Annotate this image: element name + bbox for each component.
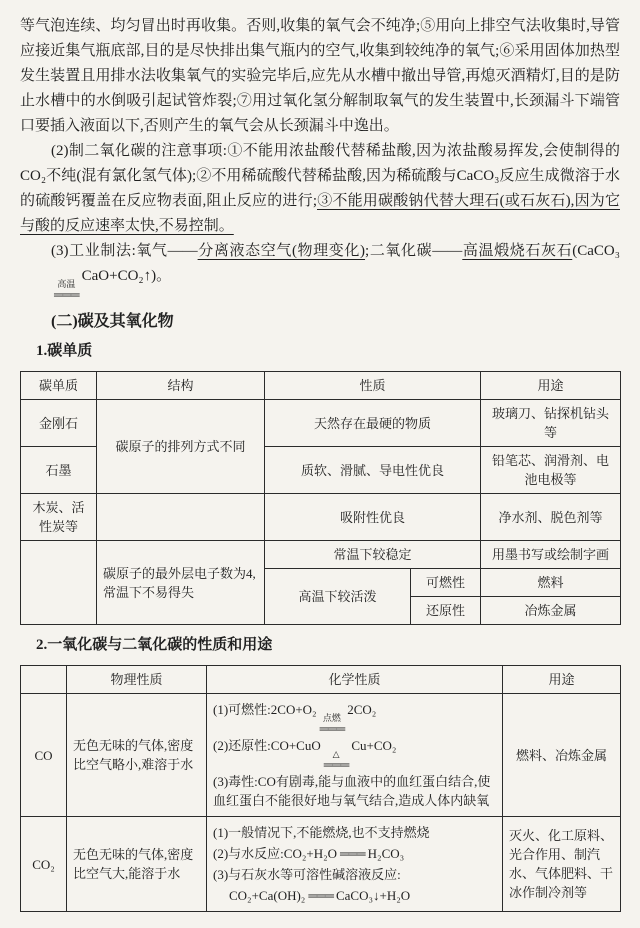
t1-diamond-name: 金刚石 — [21, 400, 97, 447]
t2-header-physical: 物理性质 — [67, 666, 207, 694]
paragraph-oxygen-collection-notes: 等气泡连续、均匀冒出时再收集。否则,收集的氧气会不纯净;⑤用向上排空气法收集时,导管应接近集气瓶底部,目的是尽快排出集气瓶内的空气,收集到较纯净的氧气;⑥采用固体加热型发生装置且用排水法收集氧气的实验完毕后,应先从水槽中撤出导管,再熄灭酒精灯,目的是防止水槽中的水倒吸引起试管炸裂;⑦用过氧化氢分解制取氧气的发生装置中,长颈漏斗下端管口要插入液面以下,否则产生的氧气会从长颈漏斗中逸出。 — [20, 18, 620, 134]
table-row-stable — [21, 541, 621, 569]
t1-flammable-prop: 可燃性 — [411, 569, 481, 597]
table-row-charcoal — [21, 494, 621, 541]
t1-electron-structure: 碳原子的最外层电子数为4,常温下不易得失 — [97, 541, 265, 625]
paragraph-industrial-methods: (3)工业制法:氧气——分离液态空气(物理变化);二氧化碳——高温煅烧石灰石(CaCO₃ 高温 ═══ CaO+CO₂↑)。 — [20, 239, 620, 300]
t2-co-chemical — [207, 694, 503, 817]
t1-header-structure: 结构 — [97, 372, 265, 400]
paragraph-co2-preparation-notes: (2)制二氧化碳的注意事项:①不能用浓盐酸代替稀盐酸,因为浓盐酸易挥发,会使制得的CO₂不纯(混有氯化氢气体);②不用稀硫酸代替稀盐酸,因为稀硫酸与CaCO₃反应生成微溶于水的硫酸钙覆盖在反应物表面,阻止反应的进行;③不能用碳酸钠代替大理石(或石灰石),因为它与酸的反应速率太快,不易控制。 — [20, 143, 620, 234]
t1-graphite-prop: 质软、滑腻、导电性优良 — [265, 447, 481, 494]
t1-graphite-name: 石墨 — [21, 447, 97, 494]
t1-reducing-use: 冶炼金属 — [481, 597, 621, 625]
chemical-property-line: (1)可燃性:2CO+O₂ 点燃 ═══ 2CO₂ — [213, 702, 377, 736]
t1-shared-structure: 碳原子的排列方式不同 — [97, 400, 265, 494]
t2-co2-use: 灭火、化工原料、光合作用、制汽水、气体肥料、干冰作制冷剂等 — [503, 817, 621, 912]
chemical-property-line: (1)一般情况下,不能燃烧,也不支持燃烧 — [213, 825, 430, 840]
equals-line: ═══ — [340, 846, 365, 861]
t1-header-property: 性质 — [265, 372, 481, 400]
t1-reducing-prop: 还原性 — [411, 597, 481, 625]
reaction-condition-over-equals: 高温 ═══ — [54, 279, 79, 302]
t2-co-label: CO — [21, 694, 67, 817]
t2-co-physical: 无色无味的气体,密度比空气略小,难溶于水 — [67, 694, 207, 817]
t2-co-use: 燃料、冶炼金属 — [503, 694, 621, 817]
t2-co2-label: CO₂ — [21, 817, 67, 912]
chemical-property-line: (3)毒性:CO有剧毒,能与血液中的血红蛋白结合,使血红蛋白不能很好地与氧气结合,造成人体内缺氧 — [213, 774, 491, 808]
co-co2-table — [20, 665, 621, 912]
section-heading-carbon-oxides: (二)碳及其氧化物 — [51, 313, 174, 330]
reaction-condition-over-equals: △ ═══ — [323, 749, 349, 772]
t1-charcoal-use: 净水剂、脱色剂等 — [481, 494, 621, 541]
chemical-property-line: (2)与水反应:CO₂+H₂O ═══ H₂CO₃ — [213, 846, 405, 861]
table-row-diamond — [21, 400, 621, 447]
equals-line: ═══ — [308, 888, 333, 903]
table-row-co — [21, 694, 621, 817]
t1-charcoal-name: 木炭、活性炭等 — [21, 494, 97, 541]
subheading-carbon-allotropes: 1.碳单质 — [36, 343, 93, 359]
t2-header-chemical: 化学性质 — [207, 666, 503, 694]
t1-flammable-use: 燃料 — [481, 569, 621, 597]
t1-stable-prop: 常温下较稳定 — [265, 541, 481, 569]
t1-charcoal-prop: 吸附性优良 — [265, 494, 481, 541]
t2-co2-physical: 无色无味的气体,密度比空气大,能溶于水 — [67, 817, 207, 912]
chemical-property-line: CO₂+Ca(OH)₂ ═══ CaCO₃↓+H₂O — [229, 888, 411, 903]
t1-stable-use: 用墨书写或绘制字画 — [481, 541, 621, 569]
t1-header-substance: 碳单质 — [21, 372, 97, 400]
chemical-property-line: (3)与石灰水等可溶性碱溶液反应: — [213, 867, 401, 882]
t1-charcoal-structure-empty — [97, 494, 265, 541]
t1-graphite-use: 铅笔芯、润滑剂、电池电极等 — [481, 447, 621, 494]
t1-active-label: 高温下较活泼 — [265, 569, 411, 625]
t2-header-use: 用途 — [503, 666, 621, 694]
t1-diamond-use: 玻璃刀、钻探机钻头等 — [481, 400, 621, 447]
t2-header-empty — [21, 666, 67, 694]
t1-substance-empty — [21, 541, 97, 625]
reaction-condition-over-equals: 点燃 ═══ — [319, 713, 345, 736]
table-header-row — [21, 666, 621, 694]
t1-diamond-prop: 天然存在最硬的物质 — [265, 400, 481, 447]
table-row-co2 — [21, 817, 621, 912]
subheading-co-co2: 2.一氧化碳与二氧化碳的性质和用途 — [36, 637, 273, 653]
carbon-allotropes-table — [20, 371, 621, 625]
chemical-property-line: (2)还原性:CO+CuO △ ═══ Cu+CO₂ — [213, 738, 397, 772]
table-header-row — [21, 372, 621, 400]
t1-header-use: 用途 — [481, 372, 621, 400]
t2-co2-chemical — [207, 817, 503, 912]
